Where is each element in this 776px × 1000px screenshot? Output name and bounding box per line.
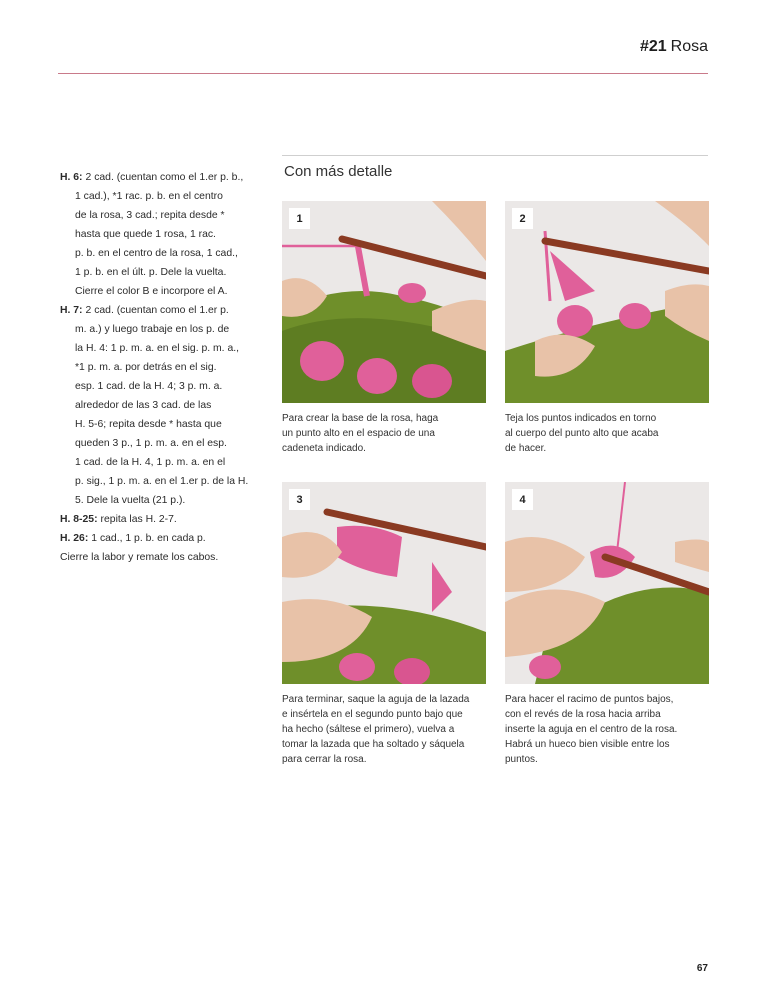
step-caption: Teja los puntos indicados en torno al cuerpo del punto alto que acaba de hacer. bbox=[505, 413, 659, 454]
chapter-title bbox=[640, 38, 708, 56]
detail-divider bbox=[282, 155, 708, 156]
step-2 bbox=[505, 201, 709, 456]
row-text: 2 cad. (cuentan como el 1.er p. b., bbox=[85, 172, 244, 183]
crochet-photo-3 bbox=[282, 482, 486, 684]
row-text: 1 cad., 1 p. b. en cada p. bbox=[91, 533, 206, 544]
instruction-line: de la rosa, 3 cad.; repita desde * bbox=[75, 210, 225, 221]
crochet-photo-4 bbox=[505, 482, 709, 684]
step-caption: Para terminar, saque la aguja de la lazada e insértela en el segundo punto bajo que ha hecho (sáltese el primero), vuelva a tomar la lazada que ha soltado y sáquela para cerrar la rosa. bbox=[282, 694, 470, 765]
instruction-line bbox=[60, 301, 266, 320]
page-number: 67 bbox=[696, 963, 708, 974]
crochet-photo-1 bbox=[282, 201, 486, 403]
step-photo bbox=[505, 201, 709, 403]
step-photo bbox=[282, 482, 486, 684]
instruction-line: m. a.) y luego trabaje en los p. de bbox=[75, 324, 230, 335]
step-4 bbox=[505, 482, 709, 767]
row-label: H. 26: bbox=[60, 533, 89, 544]
instruction-line: 1 cad. de la H. 4, 1 p. m. a. en el bbox=[75, 457, 226, 468]
header-divider bbox=[58, 73, 708, 74]
row-label: H. 8-25: bbox=[60, 514, 98, 525]
step-number-badge: 1 bbox=[289, 208, 310, 229]
instruction-line: H. 5-6; repita desde * hasta que bbox=[75, 419, 222, 430]
instruction-line: la H. 4: 1 p. m. a. en el sig. p. m. a., bbox=[75, 343, 240, 354]
step-caption: Para crear la base de la rosa, haga un punto alto en el espacio de una cadeneta indicado. bbox=[282, 413, 439, 454]
step-3 bbox=[282, 482, 486, 767]
row-text: repita las H. 2-7. bbox=[100, 514, 177, 525]
instruction-line: queden 3 p., 1 p. m. a. en el esp. bbox=[75, 438, 227, 449]
row-label: H. 7: bbox=[60, 305, 83, 316]
step-caption: Para hacer el racimo de puntos bajos, con el revés de la rosa hacia arriba inserte la aguja en el centro de la rosa. Habrá un hueco bien visible entre los puntos. bbox=[505, 694, 678, 765]
step-number-badge: 3 bbox=[289, 489, 310, 510]
instruction-line: 5. Dele la vuelta (21 p.). bbox=[75, 495, 186, 506]
instruction-line: 1 cad.), *1 rac. p. b. en el centro bbox=[75, 191, 223, 202]
step-photo bbox=[282, 201, 486, 403]
pattern-name: Rosa bbox=[670, 38, 708, 55]
pattern-number: #21 bbox=[639, 38, 667, 55]
instruction-line bbox=[60, 168, 266, 187]
detail-heading: Con más detalle bbox=[284, 163, 393, 180]
instruction-line: Cierre el color B e incorpore el A. bbox=[75, 286, 228, 297]
step-number-badge: 4 bbox=[512, 489, 533, 510]
instruction-line: *1 p. m. a. por detrás en el sig. bbox=[75, 362, 217, 373]
closing-line: Cierre la labor y remate los cabos. bbox=[60, 552, 219, 563]
instruction-line: esp. 1 cad. de la H. 4; 3 p. m. a. bbox=[75, 381, 223, 392]
instruction-line: alrededor de las 3 cad. de las bbox=[75, 400, 212, 411]
row-text: 2 cad. (cuentan como el 1.er p. bbox=[85, 305, 229, 316]
crochet-photo-2 bbox=[505, 201, 709, 403]
instruction-line: 1 p. b. en el últ. p. Dele la vuelta. bbox=[75, 267, 227, 278]
instruction-line: hasta que quede 1 rosa, 1 rac. bbox=[75, 229, 216, 240]
pattern-instructions bbox=[60, 168, 266, 567]
instruction-line: p. sig., 1 p. m. a. en el 1.er p. de la H. bbox=[75, 476, 249, 487]
step-number-badge: 2 bbox=[512, 208, 533, 229]
instruction-line bbox=[60, 529, 266, 548]
step-photo bbox=[505, 482, 709, 684]
step-1 bbox=[282, 201, 486, 456]
instruction-line bbox=[60, 510, 266, 529]
instruction-line: p. b. en el centro de la rosa, 1 cad., bbox=[75, 248, 238, 259]
row-label: H. 6: bbox=[60, 172, 83, 183]
